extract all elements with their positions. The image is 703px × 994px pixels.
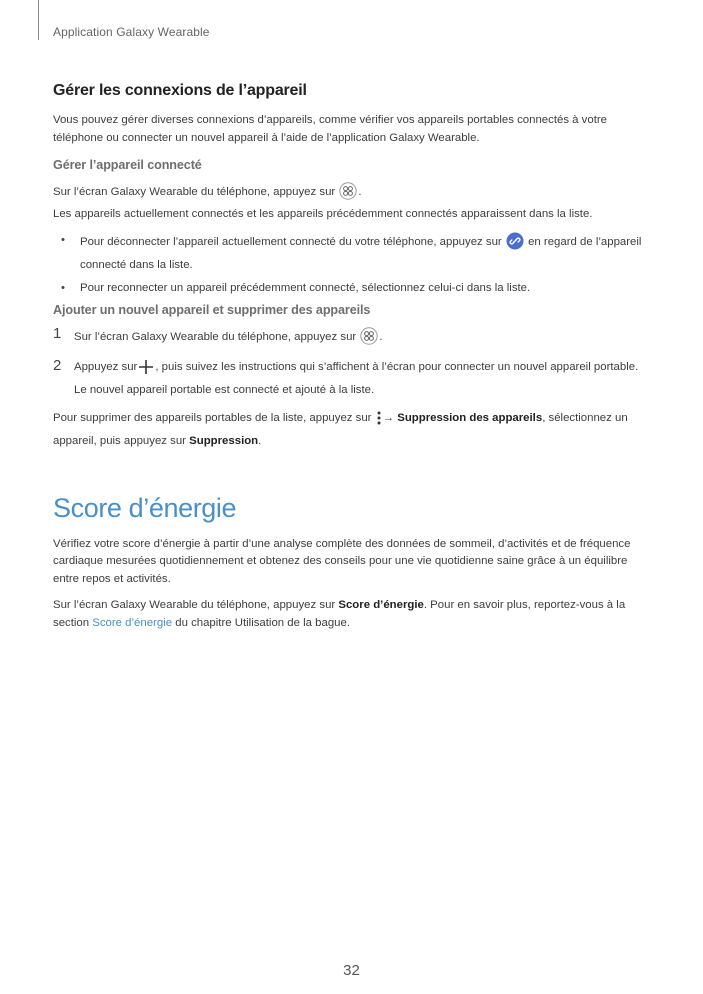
link-score-energie[interactable]: Score d’énergie: [92, 616, 173, 629]
manage-paragraph-2: Les appareils actuellement connectés et les appareils précédemment connectés apparaissent dans la liste.: [53, 208, 593, 221]
section-title-energy: Score d’énergie: [53, 492, 237, 523]
step-1: 1 Sur l’écran Galaxy Wearable du téléphone, appuyez sur .: [53, 327, 653, 352]
subsection-title-manage: Gérer l’appareil connecté: [53, 157, 202, 172]
menu-score-energie: Score d’énergie: [338, 598, 424, 611]
devices-icon: [360, 327, 378, 352]
devices-icon: [339, 182, 357, 207]
manage-paragraph-1: Sur l’écran Galaxy Wearable du téléphone, appuyez sur .: [53, 182, 653, 207]
bullet-disconnect: • Pour déconnecter l’appareil actuellement connecté du votre téléphone, appuyez sur en regard de l’appareil connecté dans la liste.: [53, 232, 653, 275]
energy-paragraph-2: Sur l’écran Galaxy Wearable du téléphone, appuyez sur Score d’énergie. Pour en savoir plus, reportez-vous à la section Score d’énergie du chapitre Utilisation de la bague.: [53, 598, 626, 629]
remove-paragraph: Pour supprimer des appareils portables de la liste, appuyez sur → Suppression des appareils, sélectionnez un appareil, puis appuyez sur Suppression.: [53, 411, 628, 447]
bullet-reconnect: • Pour reconnecter un appareil précédemment connecté, sélectionnez celui-ci dans la liste.: [53, 280, 653, 298]
section-title-connections: Gérer les connexions de l’appareil: [53, 82, 307, 99]
page-content: [53, 82, 653, 633]
step-2: 2 Appuyez sur , puis suivez les instructions qui s’affichent à l’écran pour connecter un nouvel appareil portable.: [53, 359, 653, 382]
plus-icon: [138, 359, 154, 382]
menu-suppression-des-appareils: Suppression des appareils: [397, 411, 543, 424]
step-1-number: 1: [53, 324, 62, 342]
page-number: 32: [343, 962, 360, 979]
button-suppression: Suppression: [189, 434, 259, 447]
energy-paragraph-1: Vérifiez votre score d’énergie à partir d’une analyse complète des données de sommeil, d’activités et de fréquence cardiaque mesurées quotidiennement et obtenez des conseils pour une vie quotidienne saine grâce à un équilibre entre repos et activités.: [53, 537, 631, 586]
running-header: Application Galaxy Wearable: [53, 25, 210, 39]
step-2-note: Le nouvel appareil portable est connecté et ajouté à la liste.: [74, 384, 375, 397]
step-2-number: 2: [53, 357, 62, 375]
connections-intro: Vous pouvez gérer diverses connexions d’appareils, comme vérifier vos appareils portables connectés à votre téléphone ou connecter un nouvel appareil à l’aide de l’application Galaxy Wearable.: [53, 114, 608, 144]
header-rule: [38, 0, 39, 40]
subsection-title-add-remove: Ajouter un nouvel appareil et supprimer des appareils: [53, 302, 371, 317]
unlink-icon: [506, 232, 524, 257]
more-options-icon: [376, 410, 382, 433]
